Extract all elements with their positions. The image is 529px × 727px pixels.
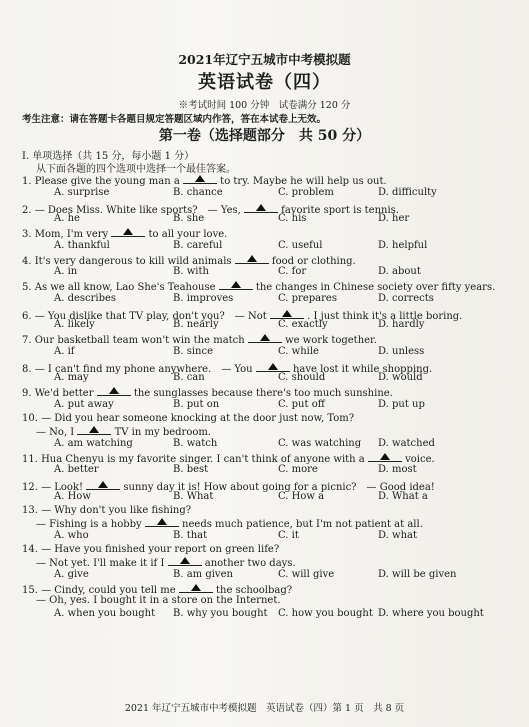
answer-option[interactable]: B. What — [173, 490, 214, 502]
question-text: 11. Hua Chenyu is my favorite singer. I can't think of anyone with a — [22, 453, 368, 465]
triangle-marker-icon — [98, 481, 108, 488]
answer-option[interactable]: D. helpful — [378, 239, 428, 251]
question-stem-continued — [36, 595, 281, 606]
answer-blank — [111, 227, 145, 237]
triangle-marker-icon — [282, 310, 292, 317]
answer-option[interactable]: B. since — [173, 345, 213, 357]
question-text: the schoolbag? — [212, 584, 293, 596]
question-stem — [22, 227, 227, 240]
answer-option[interactable]: C. useful — [278, 239, 323, 251]
question-stem — [22, 174, 387, 187]
answer-blank — [86, 480, 120, 490]
answer-option[interactable]: A. put away — [54, 398, 114, 410]
answer-blank — [235, 254, 269, 264]
answer-option[interactable]: A. describes — [54, 292, 117, 304]
answer-option[interactable]: A. may — [54, 372, 89, 383]
question-text: voice. — [401, 453, 435, 465]
question-text: we work together. — [281, 335, 377, 346]
answer-option[interactable]: C. should — [278, 372, 326, 383]
question-text: 12. — Look! — [22, 482, 87, 493]
question-stem — [22, 413, 354, 424]
answer-blank — [145, 517, 179, 527]
question-text: 5. As we all know, Lao She's Teahouse — [22, 282, 219, 293]
triangle-marker-icon — [260, 334, 270, 341]
answer-option[interactable]: C. prepares — [278, 292, 337, 304]
question-text: 10. — Did you hear someone knocking at the door just now, Tom? — [22, 412, 355, 424]
question-text: 6. — You dislike that TV play, don't you? — Not — [22, 310, 270, 322]
question-text: to try. Maybe he will help us out. — [217, 176, 387, 187]
answer-option[interactable]: D. unless — [378, 345, 425, 357]
question-stem — [22, 583, 292, 596]
answer-option[interactable]: D. would — [378, 372, 423, 383]
question-stem — [22, 544, 279, 555]
answer-option[interactable]: D. her — [378, 213, 410, 224]
question-text: 4. It's very dangerous to kill wild animals — [22, 255, 235, 267]
answer-option[interactable]: A. if — [54, 345, 75, 357]
answer-blank — [244, 203, 278, 213]
answer-option[interactable]: A. better — [54, 464, 99, 475]
answer-option[interactable]: C. put off — [278, 398, 325, 410]
question-text: favorite sport is tennis. — [277, 204, 399, 216]
triangle-marker-icon — [380, 453, 390, 460]
answer-option[interactable]: A. surprise — [54, 186, 110, 198]
question-text: 13. — Why don't you like fishing? — [22, 504, 192, 516]
question-text: 8. — I can't find my phone anywhere. — You — [22, 363, 256, 375]
exam-info: ※考试时间 100 分钟 试卷满分 120 分 — [178, 100, 351, 111]
section-heading: I. 单项选择（共 15 分，每小题 1 分） — [22, 151, 195, 162]
answer-blank — [256, 362, 290, 372]
triangle-marker-icon — [109, 387, 119, 394]
triangle-marker-icon — [191, 584, 201, 591]
answer-option[interactable]: B. that — [173, 529, 208, 541]
answer-option[interactable]: B. nearly — [173, 319, 219, 330]
question-text: TV in my bedroom. — [111, 427, 212, 438]
page-footer: 2021 年辽宁五城市中考模拟题 英语试卷（四）第 1 页 共 8 页 — [124, 703, 405, 714]
answer-option[interactable]: B. she — [173, 213, 205, 224]
answer-blank — [183, 174, 217, 184]
answer-option[interactable]: C. How a — [278, 490, 325, 502]
question-stem-continued — [36, 517, 423, 530]
answer-option[interactable]: B. watch — [173, 437, 218, 449]
paper-subtitle: 英语试卷（四） — [198, 72, 331, 93]
question-text: . I just think it's a little boring. — [303, 310, 463, 322]
answer-option[interactable]: C. exactly — [278, 319, 328, 330]
part-title: 第一卷（选择题部分 共 50 分） — [158, 128, 371, 144]
answer-option[interactable]: B. put on — [173, 398, 220, 410]
question-stem — [22, 386, 393, 399]
answer-option[interactable]: B. with — [173, 266, 209, 277]
answer-option[interactable]: B. best — [173, 464, 209, 475]
question-text: 9. We'd better — [22, 388, 97, 399]
question-stem — [22, 254, 356, 267]
answer-option[interactable]: B. can — [173, 372, 205, 383]
answer-blank — [219, 280, 253, 290]
question-text: food or clothing. — [268, 255, 356, 267]
question-text: — No, I — [36, 427, 78, 438]
answer-option[interactable]: D. corrects — [378, 292, 434, 304]
answer-option[interactable]: D. where you bought — [378, 607, 484, 619]
answer-option[interactable]: A. he — [54, 213, 80, 224]
answer-blank — [77, 425, 111, 435]
answer-option[interactable]: A. when you bought — [54, 607, 156, 619]
answer-option[interactable]: D. hardly — [378, 319, 425, 330]
answer-option[interactable]: A. give — [54, 568, 89, 580]
question-text: to all your love. — [145, 229, 228, 240]
triangle-marker-icon — [123, 228, 133, 235]
question-text: have lost it while shopping. — [289, 363, 433, 375]
question-stem — [22, 452, 435, 465]
answer-blank — [368, 452, 402, 462]
answer-option[interactable]: C. will give — [278, 568, 335, 580]
section-instruction: 从下面各题的四个选项中选择一个最佳答案。 — [36, 164, 236, 175]
answer-option[interactable]: D. watched — [378, 437, 435, 449]
notice-text: 请在答题卡各题目规定答题区域内作答，答在本试卷上无效。 — [69, 114, 327, 125]
question-text: 15. — Cindy, could you tell me — [22, 584, 179, 596]
triangle-marker-icon — [89, 426, 99, 433]
question-text: the sunglasses because there's too much sunshine. — [130, 388, 393, 399]
answer-option[interactable]: D. will be given — [378, 568, 457, 580]
answer-option[interactable]: A. who — [54, 529, 89, 541]
answer-option[interactable]: B. chance — [173, 186, 223, 198]
question-text: 2. — Does Miss. White like sports? — Yes, — [22, 204, 244, 216]
question-text: — Not yet. I'll make it if I — [36, 558, 168, 569]
answer-option[interactable]: B. am given — [173, 568, 233, 580]
answer-option[interactable]: B. improves — [173, 292, 234, 304]
answer-option[interactable]: A. likely — [54, 319, 95, 330]
triangle-marker-icon — [231, 281, 241, 288]
question-text: the changes in Chinese society over fifty years. — [252, 282, 496, 293]
triangle-marker-icon — [180, 557, 190, 564]
answer-blank — [97, 386, 131, 396]
question-text: 3. Mom, I'm very — [22, 229, 112, 240]
notice-label: 考生注意： — [22, 114, 70, 125]
question-stem-continued — [36, 556, 296, 569]
triangle-marker-icon — [247, 255, 257, 262]
answer-option[interactable]: D. about — [378, 266, 421, 277]
question-text: 1. Please give the young man a — [22, 176, 183, 187]
answer-option[interactable]: D. put up — [378, 398, 425, 410]
question-stem — [22, 333, 377, 346]
triangle-marker-icon — [195, 175, 205, 182]
answer-option[interactable]: A. thankful — [54, 239, 110, 251]
answer-option[interactable]: C. how you bought — [278, 607, 373, 619]
answer-option[interactable]: D. what — [378, 529, 417, 541]
answer-option[interactable]: C. his — [278, 213, 307, 224]
answer-option[interactable]: C. for — [278, 266, 307, 277]
answer-option[interactable]: A. am watching — [54, 437, 133, 449]
answer-option[interactable]: C. was watching — [278, 437, 362, 449]
triangle-marker-icon — [256, 204, 266, 211]
question-text: sunny day it is! How about going for a picnic? — Good idea! — [120, 482, 435, 493]
answer-option[interactable]: D. difficulty — [378, 186, 437, 198]
answer-blank — [179, 583, 213, 593]
answer-blank — [248, 333, 282, 343]
question-stem — [22, 505, 191, 516]
question-text: — Fishing is a hobby — [36, 519, 145, 530]
question-text: needs much patience, but I'm not patient at all. — [178, 519, 423, 530]
exam-title: 2021年辽宁五城市中考模拟题 — [178, 52, 351, 67]
question-text: 7. Our basketball team won't win the match — [22, 335, 248, 346]
question-text: 14. — Have you finished your report on green life? — [22, 543, 280, 555]
answer-option[interactable]: C. while — [278, 345, 319, 357]
answer-blank — [270, 309, 304, 319]
answer-blank — [168, 556, 202, 566]
answer-option[interactable]: C. it — [278, 529, 299, 541]
answer-option[interactable]: A. How — [54, 490, 91, 502]
answer-option[interactable]: D. What a — [378, 490, 428, 502]
answer-option[interactable]: C. problem — [278, 186, 334, 198]
answer-option[interactable]: D. most — [378, 464, 417, 475]
answer-option[interactable]: B. why you bought — [173, 607, 268, 619]
answer-option[interactable]: C. more — [278, 464, 318, 475]
answer-option[interactable]: A. in — [54, 266, 78, 277]
question-stem — [22, 280, 495, 293]
candidate-notice — [22, 111, 326, 125]
question-text: — Oh, yes. I bought it in a store on the Internet. — [36, 595, 281, 606]
answer-option[interactable]: B. careful — [173, 239, 223, 251]
question-stem-continued — [36, 425, 211, 438]
question-text: another two days. — [201, 558, 296, 569]
triangle-marker-icon — [157, 518, 167, 525]
triangle-marker-icon — [268, 363, 278, 370]
